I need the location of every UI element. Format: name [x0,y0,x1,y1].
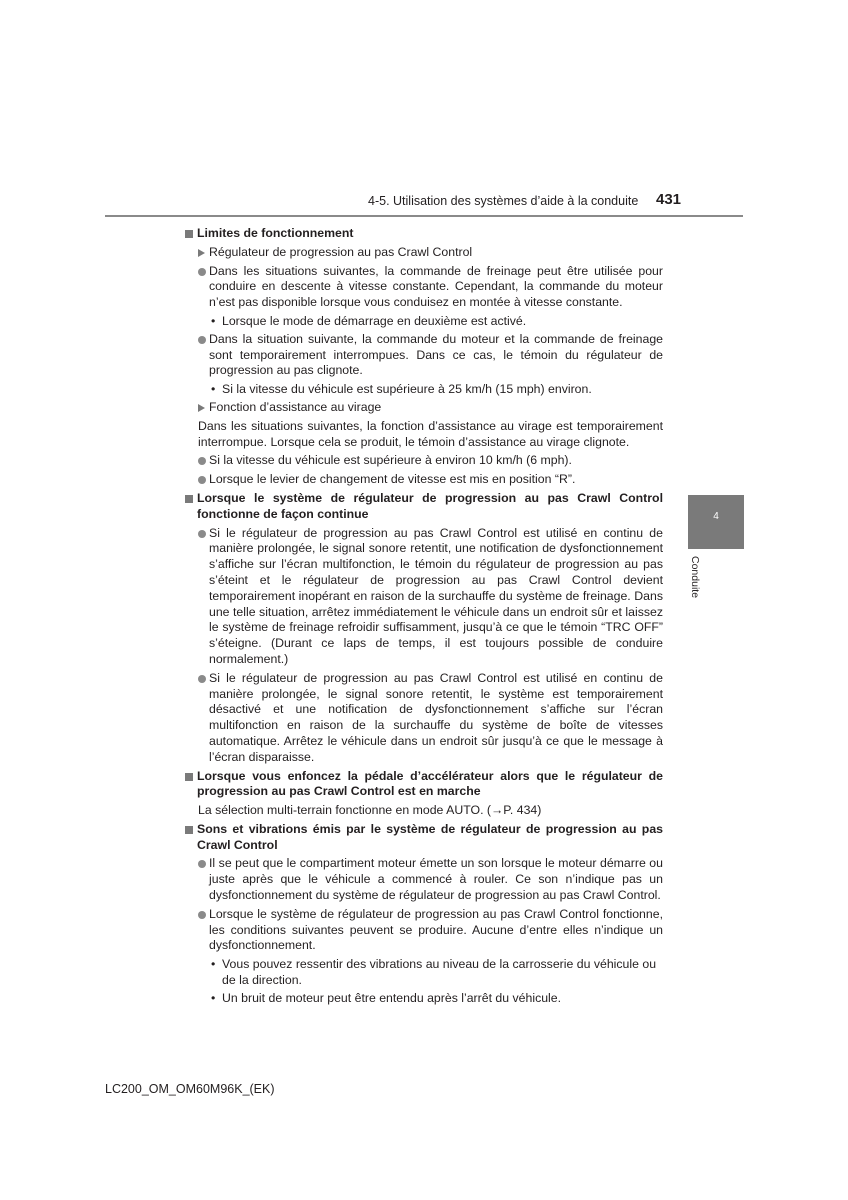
circle-bullet-icon [198,457,206,465]
chapter-number: 4 [713,511,719,522]
subheading: Fonction d’assistance au virage [185,400,663,416]
triangle-bullet-icon [198,404,205,412]
dot-bullet-icon: • [211,957,216,972]
section-heading: Sons et vibrations émis par le système de régulateur de progression au pas Crawl Control [185,822,663,854]
list-item: Lorsque le système de régulateur de progression au pas Crawl Control fonctionne, les conditions suivantes peuvent se produire. Aucune d’entre elles n’indique un dysfonctionnement. [185,907,663,954]
dot-bullet-icon: • [211,313,216,328]
circle-bullet-icon [198,476,206,484]
page-number: 431 [656,191,682,208]
sub-list-item: • Un bruit de moteur peut être entendu après l’arrêt du véhicule. [211,990,562,1005]
paragraph: Dans les situations suivantes, la fonction d’assistance au virage est temporairement interrompue. Lorsque cela se produit, le témoin d’assistance au virage clignote. [198,418,663,449]
sub-list-item: • Si la vitesse du véhicule est supérieure à 25 km/h (15 mph) environ. [211,382,592,397]
section-heading: Lorsque le système de régulateur de progression au pas Crawl Control fonctionne de façon continue [185,491,663,523]
triangle-bullet-icon [198,249,205,257]
list-item: Lorsque le levier de changement de vitesse est mis en position “R”. [185,472,663,488]
square-bullet-icon [185,495,193,503]
circle-bullet-icon [198,860,206,868]
square-bullet-icon [185,230,193,238]
circle-bullet-icon [198,268,206,276]
list-item: Dans les situations suivantes, la commande de freinage peut être utilisée pour conduire en descente à vitesse constante. Cependant, la commande du moteur n’est pas disponible lorsque vous conduisez en montée à vitesse constante. [185,264,663,311]
list-item: Il se peut que le compartiment moteur émette un son lorsque le moteur démarre ou juste après que le véhicule a commencé à rouler. Ce son n’indique pas un dysfonctionnement du système de régulateur de progression au pas Crawl Control. [185,856,663,903]
circle-bullet-icon [198,336,206,344]
list-item: Si la vitesse du véhicule est supérieure à environ 10 km/h (6 mph). [185,453,663,469]
page-content [185,223,663,1009]
header-rule [105,215,743,217]
subheading: Régulateur de progression au pas Crawl Control [185,245,663,261]
dot-bullet-icon: • [211,382,216,397]
paragraph: La sélection multi-terrain fonctionne en mode AUTO. (→P. 434) [198,803,542,818]
section-title: 4-5. Utilisation des systèmes d’aide à la conduite [368,194,639,208]
circle-bullet-icon [198,675,206,683]
dot-bullet-icon: • [211,990,216,1005]
section-heading: Limites de fonctionnement [185,226,663,242]
footer-code: LC200_OM_OM60M96K_(EK) [105,1082,275,1096]
section-heading: Lorsque vous enfoncez la pédale d’accélérateur alors que le régulateur de progression au pas Crawl Control est en marche [185,769,663,801]
chapter-label-text: Conduite [689,556,701,599]
chapter-tab [688,495,744,549]
list-item: Si le régulateur de progression au pas Crawl Control est utilisé en continu de manière prolongée, le signal sonore retentit, le système est temporairement désactivé et une notification de dysfonctionnement s’affiche sur l’écran multifonction en raison de la surchauffe du système de boîte de vitesses automatique. Arrêtez le véhicule dans un endroit sûr jusqu’à ce que le message à l’écran disparaisse. [185,671,663,766]
circle-bullet-icon [198,911,206,919]
square-bullet-icon [185,826,193,834]
sub-list-item: • Vous pouvez ressentir des vibrations au niveau de la carrosserie du véhicule ou de la direction. [211,957,657,988]
list-item: Si le régulateur de progression au pas Crawl Control est utilisé en continu de manière prolongée, le signal sonore retentit, une notification de dysfonctionnement s’affiche sur l’écran multifonction, le témoin du régulateur de progression au pas s’éteint et le régulateur de progression au pas Crawl Control devient temporairement inopérant en raison de la surchauffe du système de freinage. Dans une telle situation, arrêtez immédiatement le véhicule dans un endroit sûr et laissez le système de freinage refroidir suffisamment, jusqu’à ce que le témoin “TRC OFF” s’éteigne. (Durant ce laps de temps, il est toujours possible de conduire normalement.) [185,526,663,668]
list-item: Dans la situation suivante, la commande du moteur et la commande de freinage sont temporairement interrompues. Dans ce cas, le témoin du régulateur de progression au pas clignote. [185,332,663,379]
square-bullet-icon [185,773,193,781]
sub-list-item: • Lorsque le mode de démarrage en deuxième est activé. [211,313,527,328]
chapter-label [689,556,708,612]
circle-bullet-icon [198,530,206,538]
